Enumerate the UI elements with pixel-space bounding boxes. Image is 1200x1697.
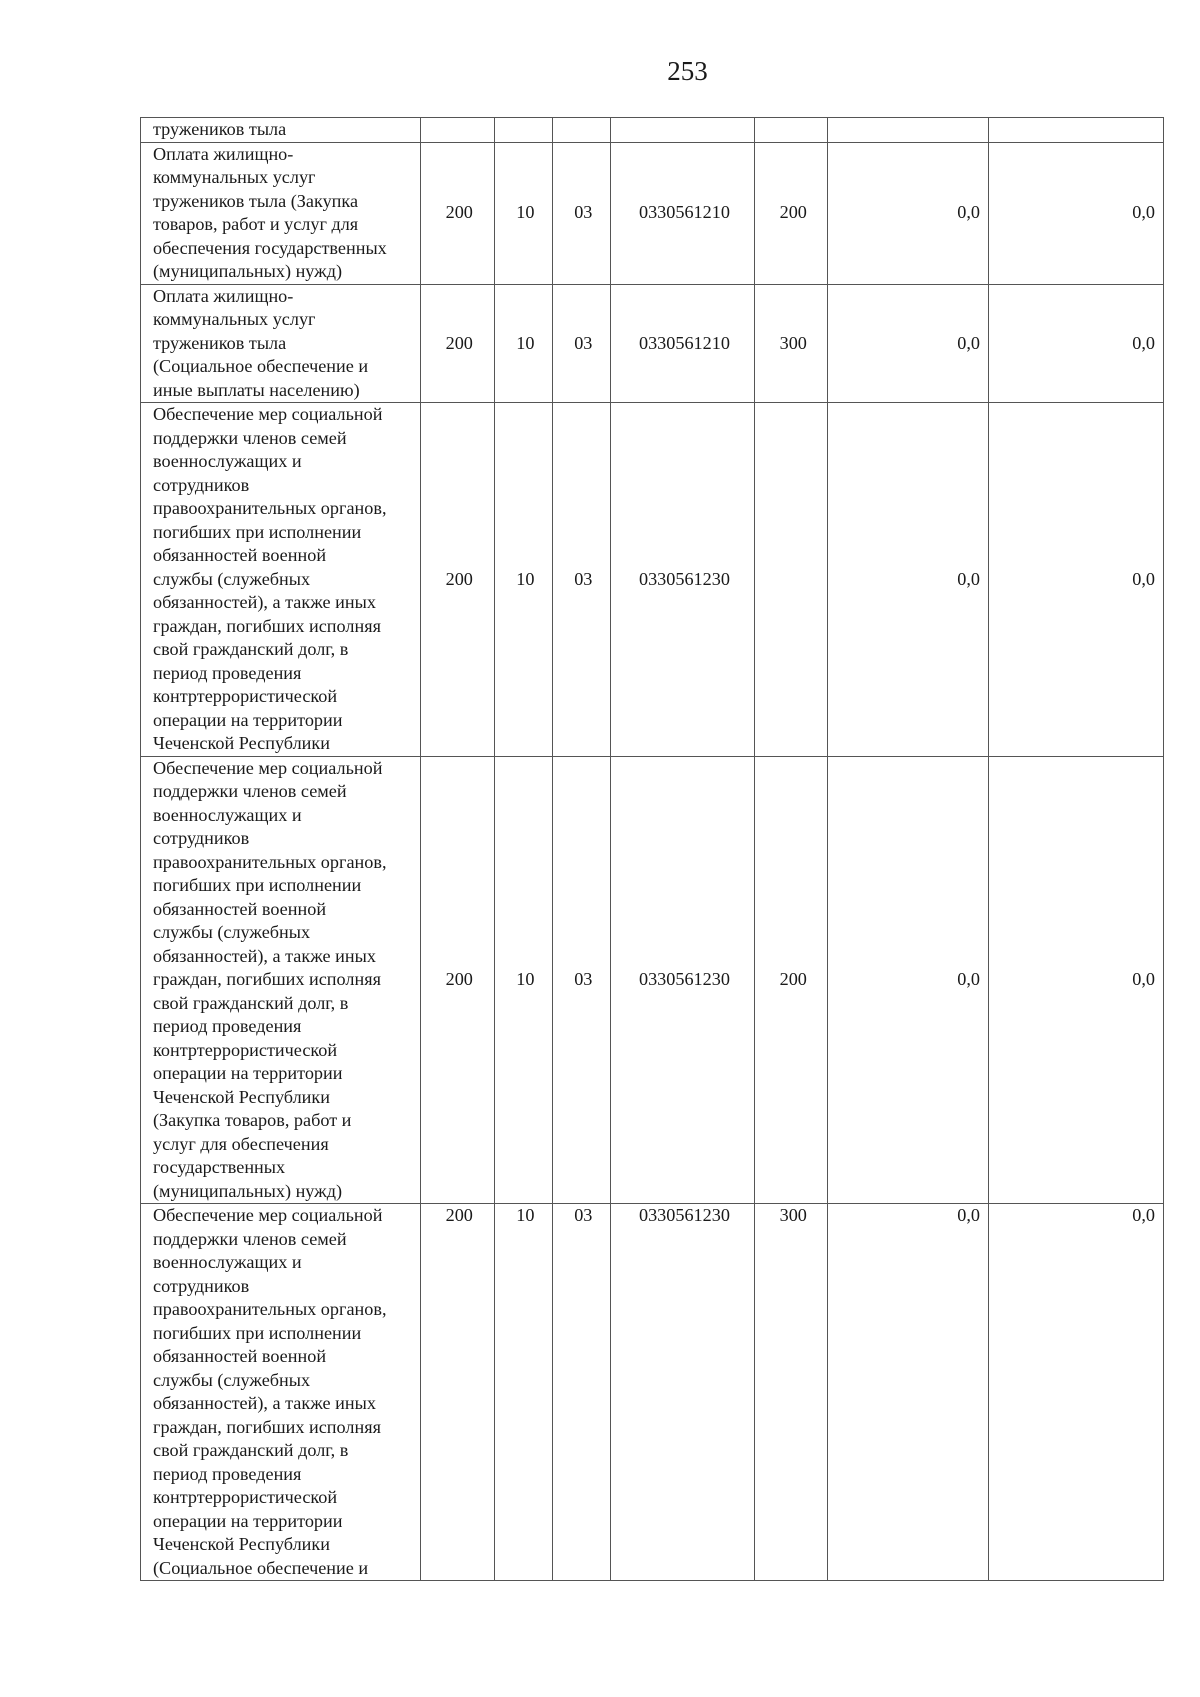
- description-line: услуг для обеспечения: [153, 1133, 329, 1154]
- column-c-cell: [552, 118, 610, 143]
- description-line: обеспечения государственных: [153, 237, 387, 258]
- description-line: Оплата жилищно-: [153, 143, 294, 164]
- description-line: военнослужащих и: [153, 1252, 302, 1272]
- column-b-cell: 10: [494, 142, 552, 284]
- column-b-cell: [494, 118, 552, 143]
- description-line: граждан, погибших исполняя: [153, 1416, 381, 1437]
- expense-type-cell: 200: [755, 142, 828, 284]
- description-line: сотрудников: [153, 1275, 250, 1296]
- target-code-cell: [610, 118, 754, 143]
- target-code-cell: 0330561210: [610, 284, 754, 403]
- description-line: государственных: [153, 1157, 286, 1177]
- description-line: (Социальное обеспечение и: [153, 1557, 369, 1578]
- table-row: [141, 284, 1164, 403]
- description-line: военнослужащих и: [153, 804, 302, 825]
- amount-2-cell: 0,0: [989, 1204, 1164, 1581]
- row-description: [141, 403, 421, 757]
- amount-1-cell: 0,0: [828, 1204, 989, 1581]
- description-line: обязанностей), а также иных: [153, 945, 376, 966]
- amount-2-cell: 0,0: [989, 756, 1164, 1204]
- description-line: контртеррористической: [153, 686, 338, 706]
- description-line: Обеспечение мер социальной: [153, 1205, 383, 1225]
- description-line: военнослужащих и: [153, 451, 302, 471]
- column-a-cell: 200: [420, 756, 494, 1204]
- description-line: контртеррористической: [153, 1487, 338, 1507]
- description-line: тружеников тыла: [153, 119, 287, 139]
- amount-1-cell: 0,0: [828, 756, 989, 1204]
- description-line: Оплата жилищно-: [153, 285, 294, 306]
- description-line: сотрудников: [153, 828, 250, 848]
- amount-2-cell: 0,0: [989, 142, 1164, 284]
- description-line: свой гражданский долг, в: [153, 1440, 349, 1460]
- description-line: свой гражданский долг, в: [153, 992, 349, 1013]
- amount-1-cell: 0,0: [828, 142, 989, 284]
- description-line: товаров, работ и услуг для: [153, 214, 359, 234]
- amount-2-cell: 0,0: [989, 284, 1164, 403]
- column-a-cell: 200: [420, 1204, 494, 1581]
- description-line: контртеррористической: [153, 1039, 338, 1060]
- table-row: [141, 403, 1164, 757]
- row-description: [141, 1204, 421, 1581]
- description-line: сотрудников: [153, 474, 250, 495]
- description-line: обязанностей военной: [153, 898, 327, 919]
- row-description: [141, 284, 421, 403]
- description-line: период проведения: [153, 662, 302, 683]
- amount-2-cell: [989, 118, 1164, 143]
- description-line: операции на территории: [153, 709, 343, 730]
- table-row: [141, 756, 1164, 1204]
- table-row: [141, 118, 1164, 143]
- description-line: обязанностей), а также иных: [153, 592, 376, 612]
- table-row: [141, 142, 1164, 284]
- description-line: коммунальных услуг: [153, 167, 316, 187]
- description-line: поддержки членов семей: [153, 427, 347, 448]
- column-c-cell: 03: [552, 403, 610, 757]
- description-line: тружеников тыла: [153, 332, 287, 353]
- description-line: службы (служебных: [153, 568, 311, 589]
- description-line: Чеченской Республики: [153, 1086, 330, 1107]
- description-line: тружеников тыла (Закупка: [153, 190, 359, 211]
- description-line: период проведения: [153, 1016, 302, 1036]
- description-line: обязанностей военной: [153, 545, 327, 565]
- expense-type-cell: 200: [755, 756, 828, 1204]
- row-description: [141, 756, 421, 1204]
- column-c-cell: 03: [552, 756, 610, 1204]
- description-line: коммунальных услуг: [153, 309, 316, 329]
- amount-2-cell: 0,0: [989, 403, 1164, 757]
- column-a-cell: [420, 118, 494, 143]
- expense-type-cell: 300: [755, 1204, 828, 1581]
- target-code-cell: 0330561230: [610, 756, 754, 1204]
- description-line: правоохранительных органов,: [153, 1299, 387, 1319]
- description-line: обязанностей), а также иных: [153, 1393, 376, 1413]
- description-line: погибших при исполнении: [153, 875, 362, 895]
- description-line: службы (служебных: [153, 1369, 311, 1390]
- description-line: Чеченской Республики: [153, 1534, 330, 1554]
- budget-table: [140, 117, 1164, 1581]
- description-line: поддержки членов семей: [153, 1228, 347, 1249]
- target-code-cell: 0330561210: [610, 142, 754, 284]
- description-line: иные выплаты населению): [153, 379, 360, 400]
- column-c-cell: 03: [552, 142, 610, 284]
- column-b-cell: 10: [494, 1204, 552, 1581]
- column-c-cell: 03: [552, 1204, 610, 1581]
- expense-type-cell: 300: [755, 284, 828, 403]
- column-c-cell: 03: [552, 284, 610, 403]
- description-line: обязанностей военной: [153, 1346, 327, 1366]
- description-line: операции на территории: [153, 1510, 343, 1531]
- expense-type-cell: [755, 118, 828, 143]
- description-line: правоохранительных органов,: [153, 498, 387, 518]
- description-line: операции на территории: [153, 1063, 343, 1083]
- description-line: Обеспечение мер социальной: [153, 757, 383, 778]
- description-line: (Социальное обеспечение и: [153, 356, 369, 376]
- description-line: свой гражданский долг, в: [153, 639, 349, 659]
- column-b-cell: 10: [494, 403, 552, 757]
- description-line: (муниципальных) нужд): [153, 1180, 343, 1201]
- row-description: [141, 118, 421, 143]
- target-code-cell: 0330561230: [610, 1204, 754, 1581]
- description-line: граждан, погибших исполняя: [153, 969, 381, 989]
- column-a-cell: 200: [420, 403, 494, 757]
- description-line: Обеспечение мер социальной: [153, 404, 383, 424]
- description-line: (муниципальных) нужд): [153, 261, 343, 281]
- description-line: погибших при исполнении: [153, 1322, 362, 1343]
- description-line: поддержки членов семей: [153, 781, 347, 801]
- expense-type-cell: [755, 403, 828, 757]
- column-a-cell: 200: [420, 142, 494, 284]
- description-line: службы (служебных: [153, 922, 311, 942]
- amount-1-cell: [828, 118, 989, 143]
- row-description: [141, 142, 421, 284]
- amount-1-cell: 0,0: [828, 284, 989, 403]
- target-code-cell: 0330561230: [610, 403, 754, 757]
- description-line: правоохранительных органов,: [153, 851, 387, 872]
- description-line: период проведения: [153, 1463, 302, 1484]
- description-line: Чеченской Республики: [153, 733, 330, 753]
- column-b-cell: 10: [494, 284, 552, 403]
- column-b-cell: 10: [494, 756, 552, 1204]
- table-row: [141, 1204, 1164, 1581]
- amount-1-cell: 0,0: [828, 403, 989, 757]
- page-number: 253: [667, 56, 708, 86]
- description-line: граждан, погибших исполняя: [153, 615, 381, 636]
- column-a-cell: 200: [420, 284, 494, 403]
- description-line: (Закупка товаров, работ и: [153, 1110, 352, 1130]
- description-line: погибших при исполнении: [153, 521, 362, 542]
